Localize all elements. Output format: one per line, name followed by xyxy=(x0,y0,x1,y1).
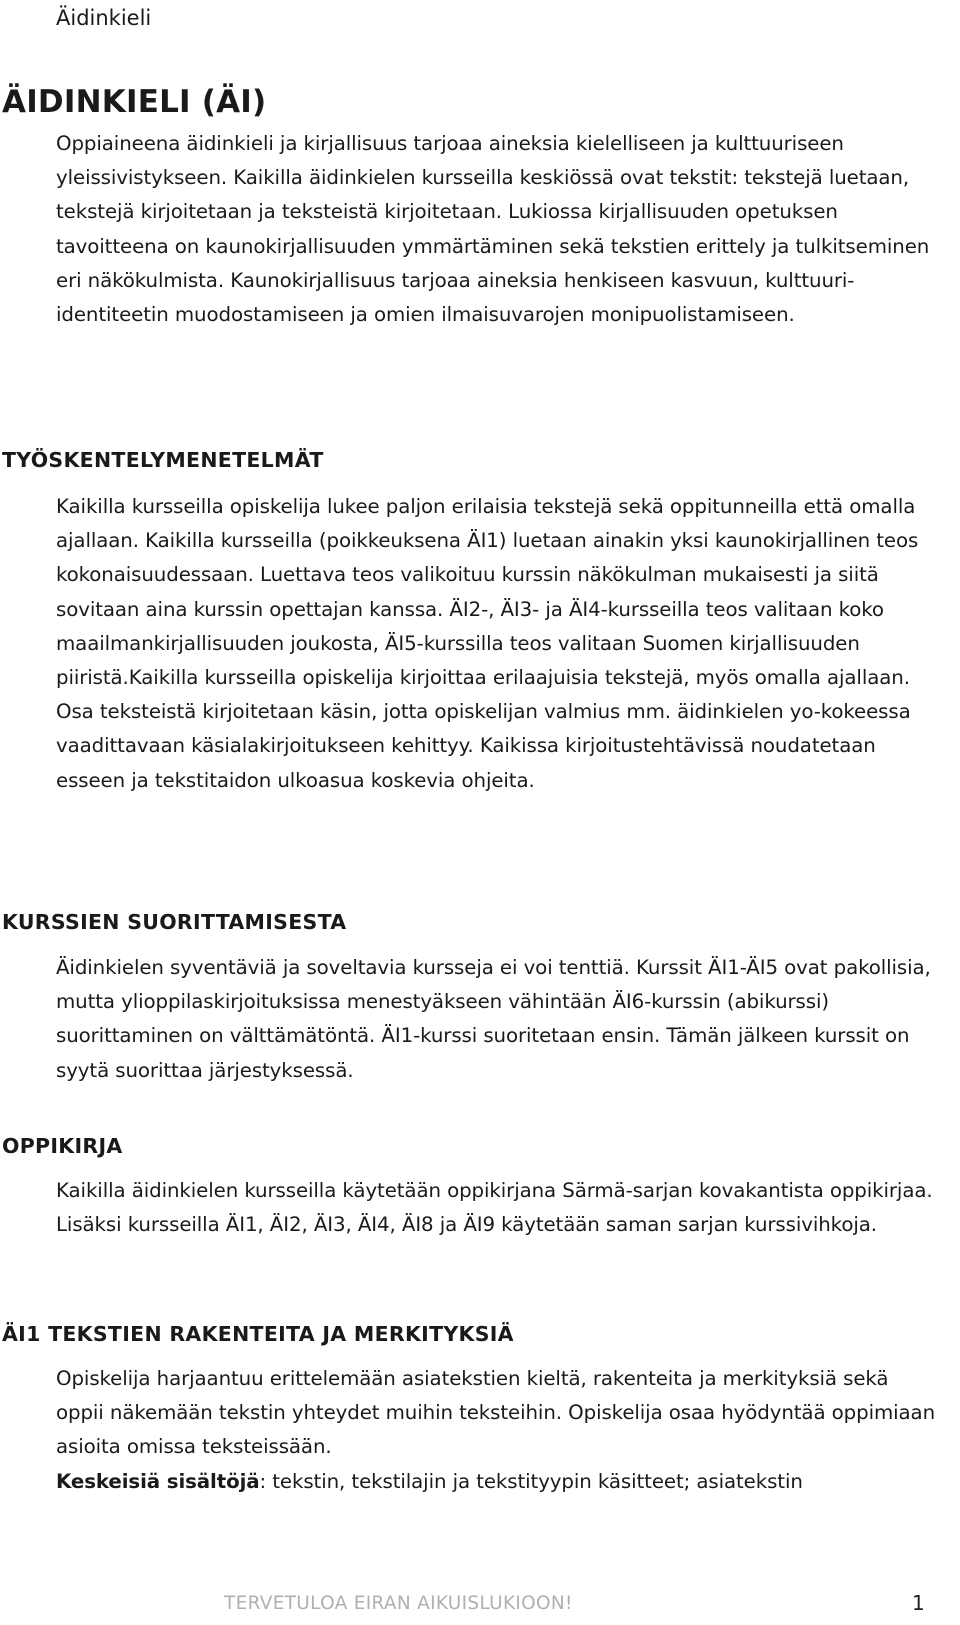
intro-paragraph: Oppiaineena äidinkieli ja kirjallisuus tarjoaa aineksia kielelliseen ja kulttuuriseen yleissivistykseen. Kaikilla äidinkielen kursseilla keskiössä ovat tekstit: tekstejä luetaan, tekstejä kirjoitetaan ja teksteistä kirjoitetaan. Lukiossa kirjallisuuden opetuksen tavoitteena on kaunokirjallisuuden ymmärtäminen sekä tekstien erittely ja tulkitseminen eri näkökulmista. Kaunokirjallisuus tarjoaa aineksia henkiseen kasvuun, kulttuuri-identiteetin muodostamiseen ja omien ilmaisuvarojen monipuolistamiseen. xyxy=(56,132,930,327)
section-heading-textbook: OPPIKIRJA xyxy=(2,1134,123,1158)
page-title: ÄIDINKIELI (ÄI) xyxy=(2,84,267,120)
key-contents-label: Keskeisiä sisältöjä xyxy=(56,1469,260,1493)
section-body-completion: Äidinkielen syventäviä ja soveltavia kursseja ei voi tenttiä. Kurssit ÄI1-ÄI5 ovat pakollisia, mutta ylioppilaskirjoituksissa menestyäkseen vähintään ÄI6-kurssin (abikurssi) suorittaminen on välttämätöntä. ÄI1-kurssi suoritetaan ensin. Tämän jälkeen kurssit on syytä suorittaa järjestyksessä. xyxy=(56,956,931,1082)
section-body-textbook: Kaikilla äidinkielen kursseilla käytetään oppikirjana Särmä-sarjan kovakantista oppikirjaa. Lisäksi kursseilla ÄI1, ÄI2, ÄI3, ÄI4, ÄI8 ja ÄI9 käytetään saman sarjan kurssivihkoja. xyxy=(56,1179,933,1237)
key-contents-text: : tekstin, tekstilajin ja tekstityypin käsitteet; asiatekstin xyxy=(259,1469,803,1493)
section-body-methods: Kaikilla kursseilla opiskelija lukee paljon erilaisia tekstejä sekä oppitunneilla että omalla ajallaan. Kaikilla kursseilla (poikkeuksena ÄI1) luetaan ainakin yksi kaunokirjallinen teos kokonaisuudessaan. Luettava teos valikoituu kurssin näkökulman mukaisesti ja siitä sovitaan aina kurssin opettajan kanssa. ÄI2-, ÄI3- ja ÄI4-kursseilla teos valitaan koko maailmankirjallisuuden joukosta, ÄI5-kurssilla teos valitaan Suomen kirjallisuuden piiristä.Kaikilla kursseilla opiskelija kirjoittaa erilaajuisia tekstejä, myös omalla ajallaan. Osa teksteistä kirjoitetaan käsin, jotta opiskelijan valmius mm. äidinkielen yo-kokeessa vaadittavaan käsialakirjoitukseen kehittyy. Kaikissa kirjoitustehtävissä noudatetaan esseen ja tekstitaidon ulkoasua koskevia ohjeita. xyxy=(56,495,919,792)
section-heading-course-ai1: ÄI1 TEKSTIEN RAKENTEITA JA MERKITYKSIÄ xyxy=(2,1322,514,1346)
section-heading-methods: TYÖSKENTELYMENETELMÄT xyxy=(2,448,324,472)
page-number: 1 xyxy=(912,1591,925,1615)
running-header: Äidinkieli xyxy=(56,6,152,30)
section-heading-completion: KURSSIEN SUORITTAMISESTA xyxy=(2,910,347,934)
section-body-course-ai1 xyxy=(56,1362,936,1499)
course-ai1-description: Opiskelija harjaantuu erittelemään asiatekstien kieltä, rakenteita ja merkityksiä sekä oppii näkemään tekstin yhteydet muihin teksteihin. Opiskelija osaa hyödyntää oppimiaan asioita omissa teksteissään. xyxy=(56,1367,936,1459)
footer-slogan: TERVETULOA EIRAN AIKUISLUKIOON! xyxy=(224,1593,573,1614)
